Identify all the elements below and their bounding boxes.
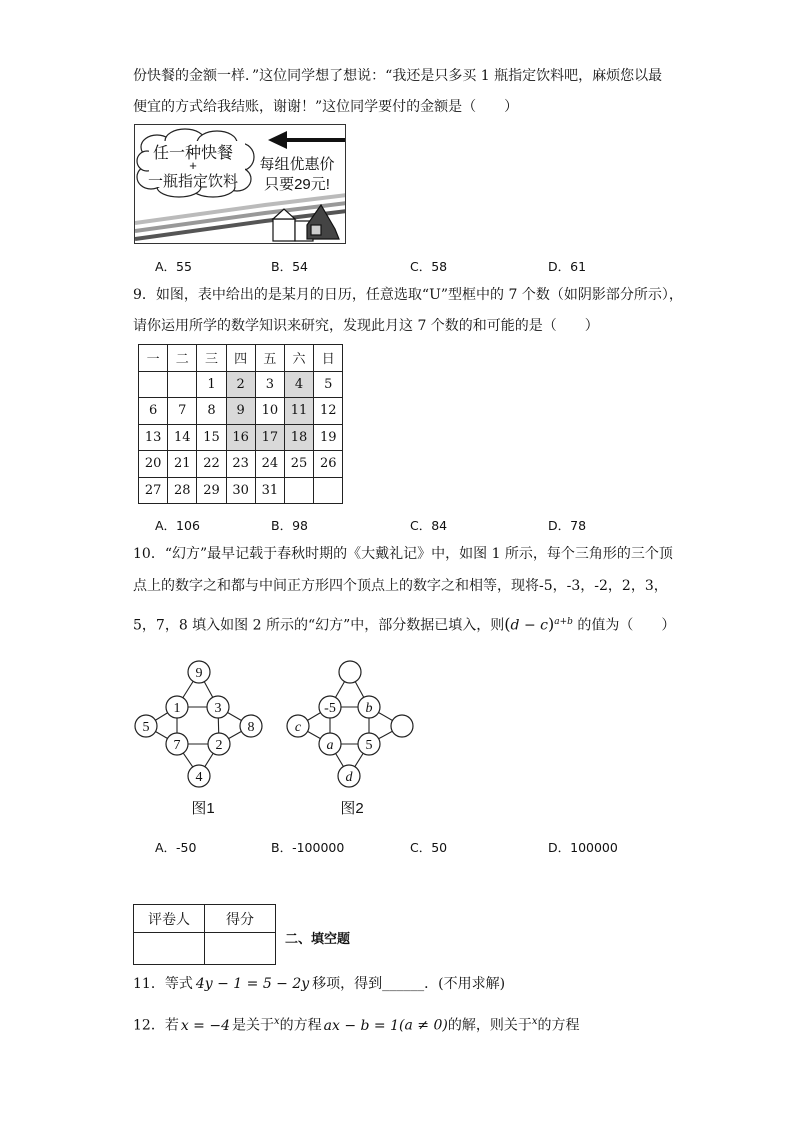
- calendar-cell: 26: [314, 451, 343, 478]
- fig1-label: 5: [142, 720, 150, 735]
- calendar-cell: 24: [255, 451, 284, 478]
- calendar-cell: [314, 477, 343, 504]
- bubble-plus: +: [189, 158, 197, 173]
- fig2-label: 5: [365, 738, 373, 753]
- fig2-node: [391, 715, 413, 737]
- calendar-cell: 23: [226, 451, 255, 478]
- fig2-label: d: [345, 770, 353, 785]
- calendar-cell: 2: [226, 371, 255, 398]
- calendar-cell: 20: [139, 451, 168, 478]
- calendar-row: [139, 424, 343, 451]
- fig2-label: a: [326, 738, 334, 753]
- bubble-line1: 任一种快餐: [152, 145, 234, 162]
- q12-var: x: [274, 1016, 280, 1027]
- q9-option-c[interactable]: C．84: [410, 518, 448, 533]
- q10-option-d[interactable]: D．100000: [548, 840, 618, 855]
- calendar-header-cell: 五: [255, 345, 284, 372]
- q11-suffix: 移项，得到______．(不用求解): [312, 976, 506, 992]
- calendar-cell: 21: [168, 451, 197, 478]
- fig2-caption: 图2: [340, 800, 364, 817]
- q8-text-line1: 份快餐的金额一样．”这位同学想了想说：“我还是只多买 1 瓶指定饮料吧，麻烦您以最: [133, 68, 663, 84]
- expr-d: d: [510, 617, 520, 634]
- q12-mid1: 是关于: [232, 1017, 274, 1034]
- calendar-header-cell: 四: [226, 345, 255, 372]
- bubble-line2: 一瓶指定饮料: [147, 173, 239, 190]
- fig1-caption: 图1: [191, 800, 215, 817]
- q12-condition: x = −4: [180, 1017, 230, 1034]
- expr-open: (: [504, 614, 511, 634]
- calendar-header-cell: 三: [197, 345, 226, 372]
- q10-text-line2: 点上的数字之和都与中间正方形四个顶点上的数字之和相等，现将-5，-3，-2，2，3，: [133, 578, 668, 594]
- q12-mid2: 的方程: [279, 1017, 322, 1034]
- calendar-header-cell: 一: [139, 345, 168, 372]
- fig1-label: 2: [215, 738, 223, 753]
- fig1-label: 3: [214, 701, 222, 716]
- section-title: 二、填空题: [285, 932, 351, 947]
- q9-text-line1: 9．如图，表中给出的是某月的日历，任意选取“U”型框中的 7 个数（如阴影部分所示），: [133, 287, 683, 303]
- calendar-cell: 19: [314, 424, 343, 451]
- q10-option-b[interactable]: B．-100000: [271, 840, 345, 855]
- calendar-cell: [168, 371, 197, 398]
- calendar-cell: 4: [284, 371, 313, 398]
- fig1-label: 9: [195, 666, 203, 681]
- price-line1: 每组优惠价: [259, 156, 335, 173]
- score-cell[interactable]: [205, 933, 276, 965]
- calendar-cell: 29: [197, 477, 226, 504]
- calendar-cell: 11: [284, 398, 313, 425]
- expr-minus: −: [519, 617, 541, 634]
- food-drink-icon: [273, 205, 339, 241]
- q11-equation: 4y − 1 = 5 − 2y: [195, 976, 310, 992]
- q8-text-line2: 便宜的方式给我结账，谢谢！”这位同学要付的金额是（ ）: [133, 99, 519, 115]
- fig1-label: 4: [195, 770, 203, 785]
- q12-equation: ax − b = 1: [323, 1017, 400, 1034]
- calendar-cell: 9: [226, 398, 255, 425]
- calendar-cell: 5: [314, 371, 343, 398]
- calendar-cell: 1: [197, 371, 226, 398]
- fig1-edges: [146, 672, 251, 776]
- calendar-cell: 17: [255, 424, 284, 451]
- grader-cell[interactable]: [134, 933, 205, 965]
- calendar-header-cell: 六: [284, 345, 313, 372]
- calendar-cell: 10: [255, 398, 284, 425]
- q8-option-b[interactable]: B．54: [271, 259, 308, 274]
- q12-end: 的方程: [537, 1017, 580, 1034]
- calendar-cell: 14: [168, 424, 197, 451]
- calendar-cell: 13: [139, 424, 168, 451]
- expr-c: c: [540, 617, 548, 634]
- fig2-label: b: [365, 701, 373, 716]
- calendar-header-row: [139, 345, 343, 372]
- q11-prefix: 11．等式: [133, 976, 193, 992]
- calendar-cell: 12: [314, 398, 343, 425]
- calendar-cell: 28: [168, 477, 197, 504]
- calendar-cell: [284, 477, 313, 504]
- q10-option-a[interactable]: A．-50: [155, 840, 197, 855]
- calendar-cell: 22: [197, 451, 226, 478]
- calendar-cell: 7: [168, 398, 197, 425]
- calendar-cell: 8: [197, 398, 226, 425]
- fig2-label: c: [294, 720, 302, 735]
- q10-option-c[interactable]: C．50: [410, 840, 448, 855]
- calendar-row: [139, 451, 343, 478]
- calendar-cell: [139, 371, 168, 398]
- expr-exponent: a+b: [554, 617, 573, 627]
- q8-option-d[interactable]: D．61: [548, 259, 587, 274]
- q8-option-a[interactable]: A．55: [155, 259, 192, 274]
- calendar-header-cell: 日: [314, 345, 343, 372]
- score-table: [133, 904, 276, 965]
- calendar-row: [139, 371, 343, 398]
- calendar-cell: 31: [255, 477, 284, 504]
- q8-option-c[interactable]: C．58: [410, 259, 448, 274]
- fig1-label: 8: [247, 720, 255, 735]
- promo-image: [134, 124, 346, 244]
- grader-header: 评卷人: [134, 905, 205, 933]
- q11-text: [133, 975, 505, 993]
- fig1-label: 7: [173, 738, 181, 753]
- q12-mid3: 的解，则关于: [447, 1017, 532, 1034]
- q9-option-a[interactable]: A．106: [155, 518, 200, 533]
- q10-text-line1: 10．“幻方”最早记载于春秋时期的《大戴礼记》中，如图 1 所示，每个三角形的三个顶: [133, 546, 673, 562]
- q12-var2: x: [531, 1016, 538, 1027]
- fig2-edges: [298, 672, 402, 776]
- calendar-cell: 27: [139, 477, 168, 504]
- fig2-node: [339, 661, 361, 683]
- q10-line3-a: 5，7，8 填入如图 2 所示的“幻方”中，部分数据已填入，则: [133, 617, 505, 634]
- calendar-table: [138, 344, 343, 504]
- calendar-cell: 16: [226, 424, 255, 451]
- calendar-cell: 25: [284, 451, 313, 478]
- fig2-label: -5: [324, 701, 336, 716]
- magic-square-figures: [130, 655, 430, 825]
- score-header: 得分: [205, 905, 276, 933]
- q12-text: [133, 1013, 579, 1035]
- fig1-label: 1: [173, 701, 181, 716]
- calendar-row: [139, 477, 343, 504]
- q12-paren: (a ≠ 0): [399, 1017, 448, 1034]
- price-line2: 只要29元!: [264, 176, 330, 193]
- q9-option-d[interactable]: D．78: [548, 518, 587, 533]
- calendar-cell: 18: [284, 424, 313, 451]
- q12-prefix: 12．若: [133, 1017, 179, 1034]
- expr-close: ): [548, 614, 555, 634]
- promo-graphic: [135, 125, 346, 244]
- left-arrow-icon: [268, 131, 345, 149]
- calendar-cell: 3: [255, 371, 284, 398]
- calendar-cell: 15: [197, 424, 226, 451]
- calendar-row: [139, 398, 343, 425]
- q10-text-line3: [133, 613, 675, 635]
- q9-text-line2: 请你运用所学的数学知识来研究，发现此月这 7 个数的和可能的是（ ）: [133, 318, 599, 334]
- calendar-header-cell: 二: [168, 345, 197, 372]
- calendar-cell: 30: [226, 477, 255, 504]
- q9-option-b[interactable]: B．98: [271, 518, 308, 533]
- q10-line3-b: 的值为（ ）: [572, 617, 676, 634]
- calendar-cell: 6: [139, 398, 168, 425]
